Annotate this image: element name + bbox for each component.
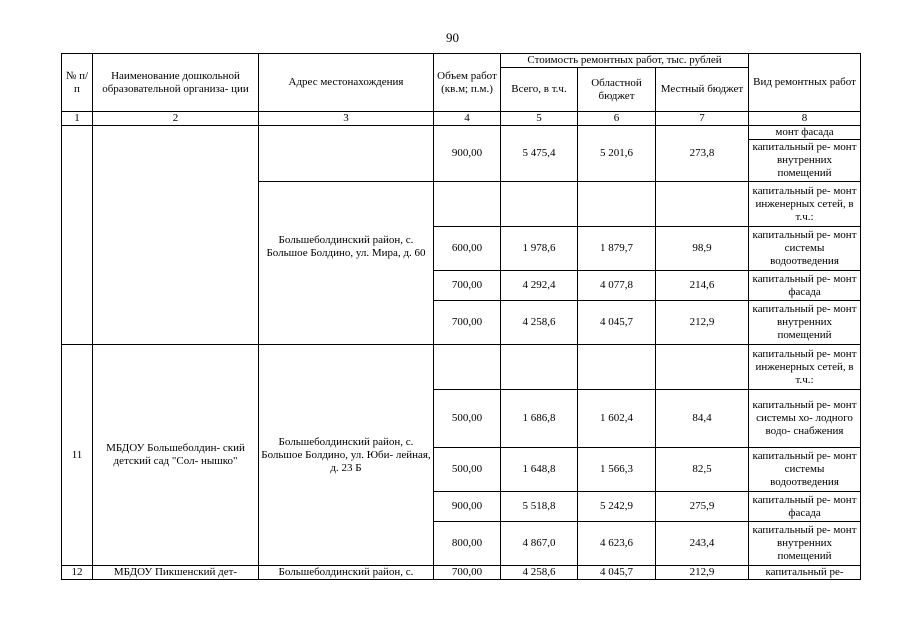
- cell-volume: [434, 345, 501, 390]
- cell-work-type: капитальный ре- монт инженерных сетей, в т.ч.:: [749, 345, 861, 390]
- column-number: 3: [259, 112, 434, 126]
- cell-regional: 4 045,7: [578, 301, 656, 345]
- cell-org-name: МБДОУ Пикшенский дет-: [93, 566, 259, 580]
- cell-total: 4 258,6: [501, 301, 578, 345]
- cell-work-type: капитальный ре- монт внутренних помещений: [749, 522, 861, 566]
- cell-regional: 4 045,7: [578, 566, 656, 580]
- cell-work-type: капитальный ре- монт инженерных сетей, в т.ч.:: [749, 182, 861, 227]
- cell-total: [501, 182, 578, 227]
- cell-work-type: капитальный ре- монт системы водоотведения: [749, 227, 861, 271]
- cell-volume: 700,00: [434, 271, 501, 301]
- cell-address: Большеболдинский район, с. Большое Болдино, ул. Мира, д. 60: [259, 182, 434, 345]
- cell-regional: 1 879,7: [578, 227, 656, 271]
- header-row-1: [62, 54, 861, 68]
- cell-local: [656, 345, 749, 390]
- cell-regional: [578, 182, 656, 227]
- cell-number: 11: [62, 345, 93, 566]
- cell-org-name: [93, 126, 259, 345]
- cell-local: 243,4: [656, 522, 749, 566]
- cell-local: 214,6: [656, 271, 749, 301]
- cell-work-type: капитальный ре- монт фасада: [749, 271, 861, 301]
- header-org-name: Наименование дошкольной образовательной организа- ции: [93, 54, 259, 112]
- cell-total: 1 978,6: [501, 227, 578, 271]
- cell-regional: 5 201,6: [578, 126, 656, 182]
- header-total: Всего, в т.ч.: [501, 68, 578, 112]
- cell-regional: 4 077,8: [578, 271, 656, 301]
- cell-regional: 5 242,9: [578, 492, 656, 522]
- cell-regional: 1 602,4: [578, 390, 656, 448]
- cell-total: 1 648,8: [501, 448, 578, 492]
- cell-total: [501, 345, 578, 390]
- cell-org-name: МБДОУ Большеболдин- ский детский сад "Сол- нышко": [93, 345, 259, 566]
- cell-local: 273,8: [656, 126, 749, 182]
- page-number: 90: [446, 30, 459, 45]
- cell-work-type: капитальный ре- монт системы водоотведения: [749, 448, 861, 492]
- column-number: 5: [501, 112, 578, 126]
- cell-regional: 4 623,6: [578, 522, 656, 566]
- table-row: [62, 345, 861, 390]
- cell-volume: 600,00: [434, 227, 501, 271]
- cell-local: 212,9: [656, 301, 749, 345]
- cell-address: [259, 126, 434, 182]
- cell-local: 275,9: [656, 492, 749, 522]
- cell-volume: 900,00: [434, 492, 501, 522]
- cell-volume: 900,00: [434, 126, 501, 182]
- cell-volume: 500,00: [434, 390, 501, 448]
- cell-total: 4 258,6: [501, 566, 578, 580]
- cell-number: 12: [62, 566, 93, 580]
- header-address: Адрес местонахождения: [259, 54, 434, 112]
- header-local: Местный бюджет: [656, 68, 749, 112]
- header-work-type: Вид ремонтных работ: [749, 54, 861, 112]
- cell-total: 4 292,4: [501, 271, 578, 301]
- cell-total: 4 867,0: [501, 522, 578, 566]
- cell-address: Большеболдинский район, с.: [259, 566, 434, 580]
- column-number: 6: [578, 112, 656, 126]
- header-cost-group: Стоимость ремонтных работ, тыс. рублей: [501, 54, 749, 68]
- cell-work-type: монт фасада: [749, 126, 861, 140]
- cell-work-type: капитальный ре- монт фасада: [749, 492, 861, 522]
- cell-local: 98,9: [656, 227, 749, 271]
- column-number: 1: [62, 112, 93, 126]
- cell-total: 1 686,8: [501, 390, 578, 448]
- cell-work-type: капитальный ре- монт внутренних помещений: [749, 301, 861, 345]
- cell-total: 5 518,8: [501, 492, 578, 522]
- cell-work-type: капитальный ре- монт внутренних помещений: [749, 140, 861, 182]
- cell-regional: [578, 345, 656, 390]
- cell-regional: 1 566,3: [578, 448, 656, 492]
- cell-volume: 800,00: [434, 522, 501, 566]
- header-regional: Областной бюджет: [578, 68, 656, 112]
- cell-volume: 700,00: [434, 301, 501, 345]
- cell-number: [62, 126, 93, 345]
- table-row: [62, 126, 861, 140]
- column-number-row: [62, 112, 861, 126]
- header-volume: Объем работ (кв.м; п.м.): [434, 54, 501, 112]
- cell-volume: 500,00: [434, 448, 501, 492]
- cell-work-type: капитальный ре- монт системы хо- лодного водо- снабжения: [749, 390, 861, 448]
- column-number: 7: [656, 112, 749, 126]
- cell-volume: 700,00: [434, 566, 501, 580]
- column-number: 2: [93, 112, 259, 126]
- cell-total: 5 475,4: [501, 126, 578, 182]
- repair-works-table: [61, 53, 861, 580]
- column-number: 8: [749, 112, 861, 126]
- cell-volume: [434, 182, 501, 227]
- cell-local: 212,9: [656, 566, 749, 580]
- cell-local: 84,4: [656, 390, 749, 448]
- cell-local: [656, 182, 749, 227]
- column-number: 4: [434, 112, 501, 126]
- table-row: [62, 566, 861, 580]
- cell-address: Большеболдинский район, с. Большое Болдино, ул. Юби- лейная, д. 23 Б: [259, 345, 434, 566]
- cell-work-type: капитальный ре-: [749, 566, 861, 580]
- cell-local: 82,5: [656, 448, 749, 492]
- header-number: № п/п: [62, 54, 93, 112]
